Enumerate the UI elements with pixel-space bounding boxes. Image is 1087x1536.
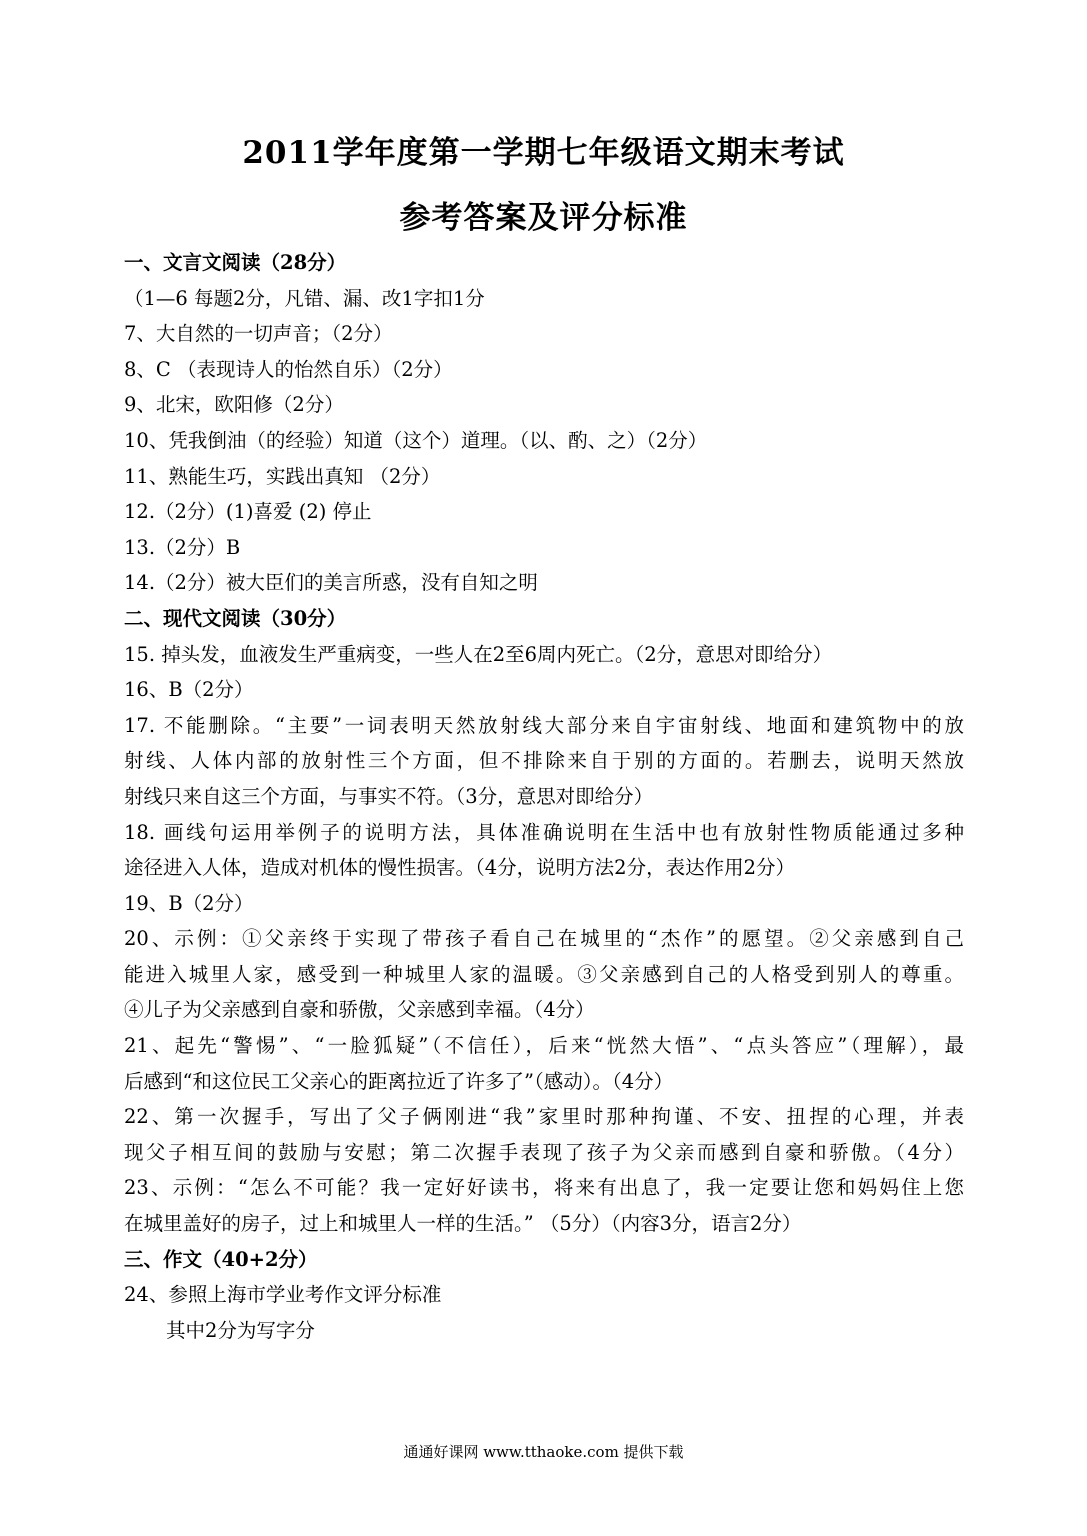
answer-line: 其中2分为写字分 xyxy=(166,1318,315,1342)
answer-line: 能进入城里人家，感受到一种城里人家的温暖。③父亲感到自己的人格受到别人的尊重。 xyxy=(124,962,964,986)
page-footer: 通通好课网 www.tthaoke.com 提供下载 xyxy=(403,1443,684,1461)
answer-line: 射线、人体内部的放射性三个方面，但不排除来自于别的方面的。若删去，说明天然放 xyxy=(124,749,964,773)
answer-line: 15. 掉头发，血液发生严重病变，一些人在2至6周内死亡。（2分，意思对即给分） xyxy=(124,642,833,666)
answer-line: 14.（2分）被大臣们的美言所惑，没有自知之明 xyxy=(124,571,538,595)
answer-line: 后感到“和这位民工父亲心的距离拉近了许多了”（感动）。（4分） xyxy=(124,1069,674,1093)
answer-line: 现父子相互间的鼓励与安慰；第二次握手表现了孩子为父亲而感到自豪和骄傲。（4分） xyxy=(124,1140,964,1164)
answer-line: 8、C （表现诗人的怡然自乐）（2分） xyxy=(124,357,453,381)
document-title: 2011学年度第一学期七年级语文期末考试 xyxy=(242,135,845,171)
answer-line: 10、凭我倒油（的经验）知道（这个）道理。（以、酌、之）（2分） xyxy=(124,428,708,452)
answer-line: 18. 画线句运用举例子的说明方法，具体准确说明在生活中也有放射性物质能通过多种 xyxy=(124,820,964,844)
answer-line: 7、大自然的一切声音；（2分） xyxy=(124,322,393,346)
answer-line: 在城里盖好的房子，过上和城里人一样的生活。” （5分）（内容3分，语言2分） xyxy=(124,1212,802,1236)
answer-key-body xyxy=(124,245,964,1348)
answer-line: ④儿子为父亲感到自豪和骄傲，父亲感到幸福。（4分） xyxy=(124,998,595,1022)
answer-line: 24、参照上海市学业考作文评分标准 xyxy=(124,1283,442,1307)
section-heading: 三、作文（40+2分） xyxy=(124,1247,318,1271)
section-heading: 二、现代文阅读（30分） xyxy=(124,606,347,630)
answer-line: 射线只来自这三个方面，与事实不符。（3分，意思对即给分） xyxy=(124,784,654,808)
answer-line: 20、示例：①父亲终于实现了带孩子看自己在城里的“杰作”的愿望。②父亲感到自己 xyxy=(124,927,964,951)
answer-line: 9、北宋，欧阳修（2分） xyxy=(124,393,344,417)
section-heading: 一、文言文阅读（28分） xyxy=(124,251,347,274)
answer-line: 19、B（2分） xyxy=(124,891,254,915)
answer-line: 途径进入人体，造成对机体的慢性损害。（4分，说明方法2分，表达作用2分） xyxy=(124,856,795,880)
answer-line: 23、示例：“怎么不可能？我一定好好读书，将来有出息了，我一定要让您和妈妈住上您 xyxy=(124,1176,964,1200)
answer-line: 17. 不能删除。“主要”一词表明天然放射线大部分来自宇宙射线、地面和建筑物中的放 xyxy=(124,713,964,737)
answer-line: 12.（2分）(1)喜爱 (2) 停止 xyxy=(124,500,372,524)
answer-line: 16、B（2分） xyxy=(124,678,254,702)
answer-line: （1—6 每题2分，凡错、漏、改1字扣1分 xyxy=(124,286,485,310)
answer-line: 13.（2分）B xyxy=(124,535,241,559)
answer-line: 21、起先“警惕”、“一脸狐疑”（不信任），后来“恍然大悟”、“点头答应”（理解），最 xyxy=(124,1034,964,1058)
answer-line: 11、熟能生巧，实践出真知 （2分） xyxy=(124,464,441,488)
answer-line: 22、第一次握手，写出了父子俩刚进“我”家里时那种拘谨、不安、扭捏的心理，并表 xyxy=(124,1105,964,1129)
document-subtitle: 参考答案及评分标准 xyxy=(399,200,688,236)
